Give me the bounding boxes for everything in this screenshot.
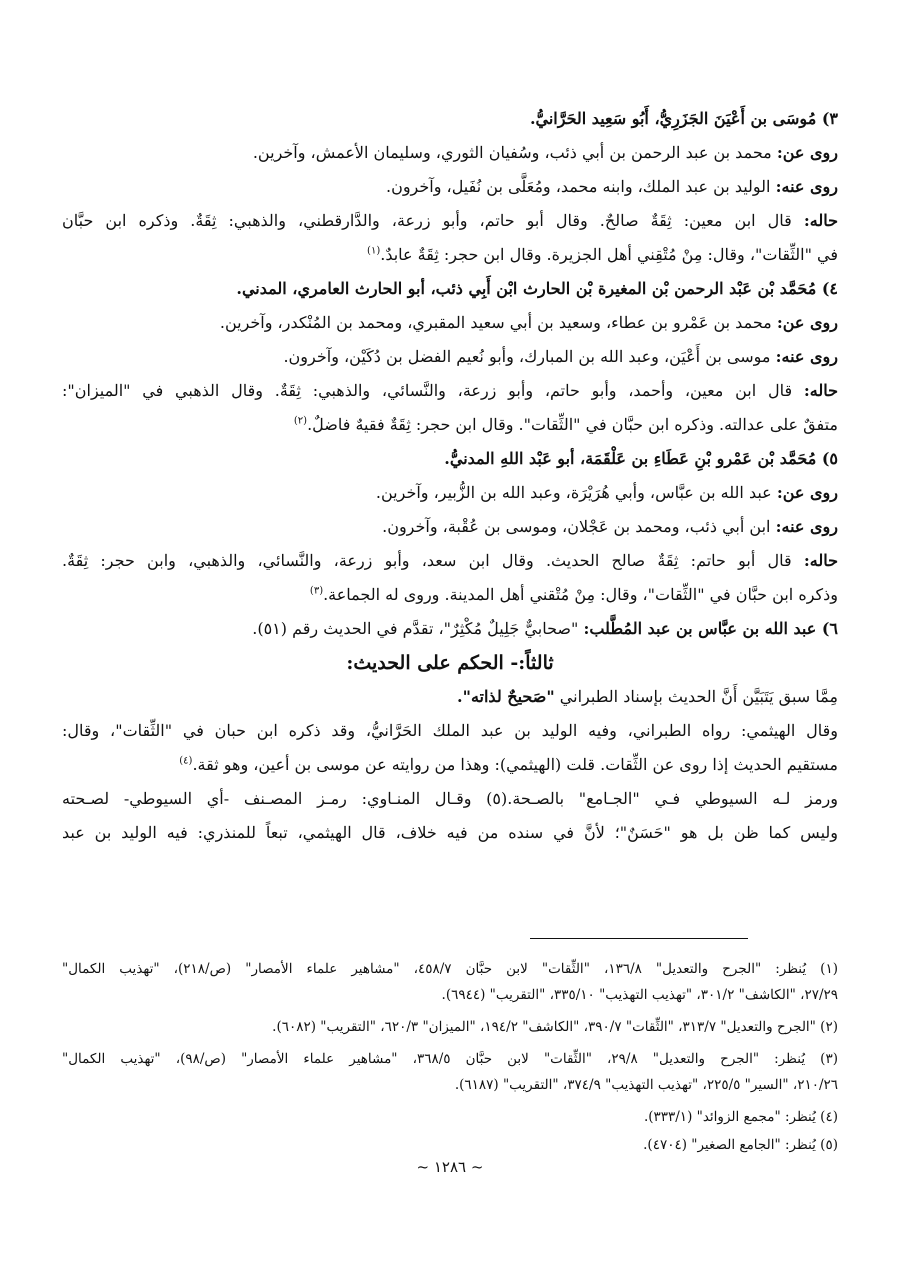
narrator-5-narrated-by: روى عنه: ابن أبي ذئب، ومحمد بن عَجْلان، وموسى بن عُقْبة، وآخرون. — [382, 517, 838, 536]
suyuti-line1: ورمز لـه السيوطي فـي "الجـامع" بالصـحة.(٥) وقـال المنـاوي: رمـز المصـنف -أي السيوطي- لصـحته — [62, 789, 838, 808]
narrator-heading-6: ٦) عبد الله بن عبَّاس بن عبد المُطَّلب: "صحابيٌّ جَلِيلٌ مُكْثِرٌ"، تقدَّم في الحديث رقم (٥١). — [252, 619, 838, 638]
footnote-ref: (٣) — [309, 585, 324, 597]
footnote-2: (٢) "الجرح والتعديل" ٣١٣/٧، "الثِّقات" ٣٩٠/٧، "الكاشف" ١٩٤/٢، "الميزان" ٦٢٠/٣، "التقريب" (٦٠٨٢). — [272, 1019, 838, 1035]
narrator-heading-5: ٥) مُحَمَّد بْن عَمْرو بْنِ عَطَاءِ بن عَلْقَمَة، أبو عَبْد اللهِ المدنيُّ. — [444, 449, 838, 468]
verdict-paragraph: مِمَّا سبق يَتَبَيَّن أَنَّ الحديث بإسناد الطبراني "صَحيحٌ لذاته". — [457, 687, 838, 706]
footnote-5: (٥) يُنظر: "الجامع الصغير" (٤٧٠٤). — [643, 1137, 838, 1153]
footnote-1-line2: ٢٧/٢٩، "الكاشف" ٣٠١/٢، "تهذيب التهذيب" ٣٣٥/١٠، "التقريب" (٦٩٤٤). — [441, 987, 838, 1003]
footnote-ref: (١) — [367, 245, 381, 257]
suyuti-line2: وليس كما ظن بل هو "حَسَنٌ"؛ لأنَّ في سنده من فيه خلاف، قال الهيثمي، تبعاً للمنذري: فيه الوليد بن عبد — [62, 823, 838, 842]
footnote-separator — [530, 938, 748, 939]
narrator-3-status-line2: في "الثِّقات"، وقال: مِنْ مُتْقِني أهل الجزيرة. وقال ابن حجر: ثِقَةٌ عابدٌ.$^{(١)}$ — [367, 245, 838, 264]
section-heading: ثالثاً:- الحكم على الحديث: — [346, 652, 554, 674]
footnote-3-line2: ٢١٠/٢٦، "السير" ٢٢٥/٥، "تهذيب التهذيب" ٣٧٤/٩، "التقريب" (٦١٨٧). — [454, 1077, 838, 1093]
narrator-5-status-line2: وذكره ابن حبَّان في "الثِّقات"، وقال: مِنْ مُتْقني أهل المدينة. وروى له الجماعة.$^{(٣)}$ — [309, 585, 838, 604]
narrator-3-status-line1: حاله: قال ابن معين: ثِقَةٌ صالحٌ. وقال أبو حاتم، وأبو زرعة، والدَّارقطني، والذهبي: ثِقَةٌ. وذكره ابن حبَّان — [62, 211, 838, 230]
footnote-ref: (٤) — [179, 755, 193, 767]
narrator-3-narrated-from: روى عن: محمد بن عبد الرحمن بن أبي ذئب، وسُفيان الثوري، وسليمان الأعمش، وآخرين. — [252, 143, 838, 162]
page-number: ~ ١٢٨٦ ~ — [416, 1158, 484, 1176]
haythami-line2: مستقيم الحديث إذا روى عن الثِّقات. قلت (الهيثمي): وهذا من روايته عن موسى بن أعين، وهو ثقة.$^{(٤)}$ — [179, 755, 838, 774]
narrator-3-narrated-by: روى عنه: الوليد بن عبد الملك، وابنه محمد، ومُعَلَّى بن نُفَيل، وآخرون. — [385, 177, 838, 196]
narrator-4-narrated-by: روى عنه: موسى بن أَعْيَن، وعبد الله بن المبارك، وأبو نُعيم الفضل بن دُكَيْن، وآخرون. — [283, 347, 838, 366]
narrator-4-status-line2: متفقٌ على عدالته. وذكره ابن حبَّان في "الثِّقات". وقال ابن حجر: ثِقَةٌ فقيهٌ فاضلٌ.$^{(٢)}$ — [293, 415, 838, 434]
narrator-4-status-line1: حاله: قال ابن معين، وأحمد، وأبو حاتم، وأبو زرعة، والنَّسائي، والذهبي: ثِقَةٌ. وقال الذهبي في "الميزان": — [62, 381, 838, 400]
footnote-ref: (٢) — [293, 415, 308, 427]
narrator-heading-3: ٣) مُوسَى بن أَعْيَنَ الجَزَرِيُّ، أَبُو سَعِيد الحَرَّانيُّ. — [529, 109, 838, 128]
footnote-4: (٤) يُنظر: "مجمع الزوائد" (٣٣٣/١). — [643, 1109, 838, 1125]
narrator-5-narrated-from: روى عن: عبد الله بن عبَّاس، وأبي هُرَيْرَة، وعبد الله بن الزُّبير، وآخرين. — [375, 483, 838, 502]
footnote-3-line1: (٣) يُنظر: "الجرح والتعديل" ٢٩/٨، "الثِّقات" لابن حبَّان ٣٦٨/٥، "مشاهير علماء الأمصار" (ص/٩٨)، "تهذيب الكمال" — [62, 1051, 838, 1067]
narrator-heading-4: ٤) مُحَمَّد بْن عَبْد الرحمن بْن المغيرة بْن الحارث ابْن أَبِي ذئب، أبو الحارث العامري، المدني. — [236, 279, 838, 298]
narrator-5-status-line1: حاله: قال أبو حاتم: ثِقَةٌ صالح الحديث. وقال ابن سعد، وأبو زرعة، والنَّسائي، والذهبي، وابن حجر: ثِقَةٌ. — [62, 551, 838, 570]
footnote-1-line1: (١) يُنظر: "الجرح والتعديل" ١٣٦/٨، "الثِّقات" لابن حبَّان ٤٥٨/٧، "مشاهير علماء الأمصار" (ص/٢١٨)، "تهذيب الكمال" — [62, 961, 838, 977]
narrator-4-narrated-from: روى عن: محمد بن عَمْرو بن عطاء، وسعيد بن أبي سعيد المقبري، ومحمد بن المُنْكدر، وآخرين. — [219, 313, 838, 332]
haythami-line1: وقال الهيثمي: رواه الطبراني، وفيه الوليد بن عبد الملك الحَرَّانيُّ، وقد ذكره ابن حبان في "الثِّقات"، وقال: — [62, 721, 838, 740]
